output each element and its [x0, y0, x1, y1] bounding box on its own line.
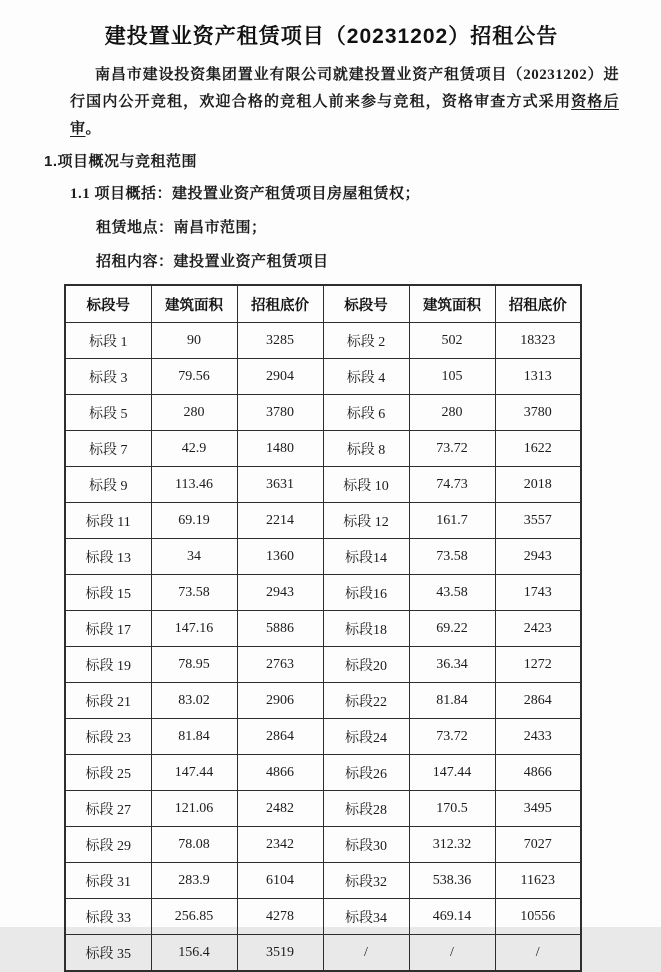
area-cell: /	[409, 935, 495, 972]
price-cell: 3780	[237, 395, 323, 431]
section-cell: 标段 11	[65, 503, 151, 539]
section-cell: 标段 6	[323, 395, 409, 431]
area-cell: 43.58	[409, 575, 495, 611]
section-cell: 标段18	[323, 611, 409, 647]
table-row	[65, 791, 581, 827]
bid-table-head	[65, 285, 581, 323]
header-row	[65, 285, 581, 323]
area-cell: 147.44	[409, 755, 495, 791]
table-row	[65, 611, 581, 647]
section-cell: 标段 29	[65, 827, 151, 863]
section-cell: 标段24	[323, 719, 409, 755]
section-cell: /	[323, 935, 409, 972]
area-cell: 90	[151, 323, 237, 359]
section-cell: 标段 4	[323, 359, 409, 395]
area-cell: 105	[409, 359, 495, 395]
bid-table-body	[65, 323, 581, 972]
area-cell: 81.84	[151, 719, 237, 755]
area-cell: 156.4	[151, 935, 237, 972]
table-row	[65, 755, 581, 791]
intro-text: 南昌市建设投资集团置业有限公司就建投置业资产租赁项目（20231202）进行国内公开竞租，欢迎合格的竞租人前来参与竞租，资格审查方式采用	[70, 67, 619, 110]
area-cell: 78.95	[151, 647, 237, 683]
area-cell: 280	[151, 395, 237, 431]
area-cell: 73.72	[409, 431, 495, 467]
section-cell: 标段 19	[65, 647, 151, 683]
section-cell: 标段 13	[65, 539, 151, 575]
section-cell: 标段 33	[65, 899, 151, 935]
rental-content-line: 招租内容：建投置业资产租赁项目	[96, 254, 329, 270]
price-cell: 2943	[495, 539, 581, 575]
table-row	[65, 359, 581, 395]
price-cell: 3285	[237, 323, 323, 359]
price-cell: 3780	[495, 395, 581, 431]
price-cell: 11623	[495, 863, 581, 899]
table-row	[65, 935, 581, 972]
area-cell: 83.02	[151, 683, 237, 719]
area-cell: 74.73	[409, 467, 495, 503]
area-cell: 36.34	[409, 647, 495, 683]
column-header-3: 标段号	[323, 285, 409, 323]
price-cell: 3631	[237, 467, 323, 503]
section-cell: 标段 15	[65, 575, 151, 611]
table-row	[65, 647, 581, 683]
price-cell: 2904	[237, 359, 323, 395]
section-cell: 标段28	[323, 791, 409, 827]
area-cell: 73.72	[409, 719, 495, 755]
price-cell: 5886	[237, 611, 323, 647]
price-cell: 1360	[237, 539, 323, 575]
area-cell: 280	[409, 395, 495, 431]
area-cell: 147.44	[151, 755, 237, 791]
section-cell: 标段 8	[323, 431, 409, 467]
section-cell: 标段22	[323, 683, 409, 719]
area-cell: 81.84	[409, 683, 495, 719]
price-cell: 1272	[495, 647, 581, 683]
price-cell: 1480	[237, 431, 323, 467]
price-cell: 2342	[237, 827, 323, 863]
price-cell: /	[495, 935, 581, 972]
area-cell: 161.7	[409, 503, 495, 539]
section-cell: 标段 25	[65, 755, 151, 791]
section-cell: 标段 9	[65, 467, 151, 503]
area-cell: 69.19	[151, 503, 237, 539]
area-cell: 34	[151, 539, 237, 575]
area-cell: 312.32	[409, 827, 495, 863]
price-cell: 2423	[495, 611, 581, 647]
price-cell: 2906	[237, 683, 323, 719]
table-row	[65, 467, 581, 503]
table-row	[65, 719, 581, 755]
price-cell: 3495	[495, 791, 581, 827]
rental-location-line: 租赁地点：南昌市范围；	[96, 220, 267, 236]
section-cell: 标段 3	[65, 359, 151, 395]
area-cell: 78.08	[151, 827, 237, 863]
column-header-4: 建筑面积	[409, 285, 495, 323]
column-header-2: 招租底价	[237, 285, 323, 323]
area-cell: 69.22	[409, 611, 495, 647]
price-cell: 2482	[237, 791, 323, 827]
area-cell: 469.14	[409, 899, 495, 935]
section-cell: 标段 2	[323, 323, 409, 359]
intro-period: 。	[85, 121, 102, 137]
section-cell: 标段 31	[65, 863, 151, 899]
area-cell: 170.5	[409, 791, 495, 827]
price-cell: 10556	[495, 899, 581, 935]
table-row	[65, 395, 581, 431]
section-cell: 标段16	[323, 575, 409, 611]
price-cell: 3519	[237, 935, 323, 972]
price-cell: 4866	[237, 755, 323, 791]
section-cell: 标段 12	[323, 503, 409, 539]
price-cell: 18323	[495, 323, 581, 359]
area-cell: 256.85	[151, 899, 237, 935]
table-row	[65, 503, 581, 539]
area-cell: 538.36	[409, 863, 495, 899]
section-1-heading: 1.项目概况与竞租范围	[44, 153, 198, 170]
section-cell: 标段34	[323, 899, 409, 935]
table-row	[65, 899, 581, 935]
section-cell: 标段 10	[323, 467, 409, 503]
section-cell: 标段32	[323, 863, 409, 899]
section-cell: 标段 35	[65, 935, 151, 972]
column-header-5: 招租底价	[495, 285, 581, 323]
item-1-1-line: 1.1 项目概括：建投置业资产租赁项目房屋租赁权；	[70, 186, 421, 202]
section-cell: 标段 7	[65, 431, 151, 467]
area-cell: 283.9	[151, 863, 237, 899]
column-header-0: 标段号	[65, 285, 151, 323]
area-cell: 42.9	[151, 431, 237, 467]
price-cell: 4866	[495, 755, 581, 791]
section-cell: 标段20	[323, 647, 409, 683]
section-cell: 标段14	[323, 539, 409, 575]
area-cell: 79.56	[151, 359, 237, 395]
section-cell: 标段 27	[65, 791, 151, 827]
table-row	[65, 863, 581, 899]
table-row	[65, 323, 581, 359]
area-cell: 73.58	[409, 539, 495, 575]
area-cell: 502	[409, 323, 495, 359]
intro-paragraph	[70, 62, 619, 143]
table-row	[65, 431, 581, 467]
price-cell: 1313	[495, 359, 581, 395]
price-cell: 2763	[237, 647, 323, 683]
table-row	[65, 575, 581, 611]
section-cell: 标段 5	[65, 395, 151, 431]
table-row	[65, 827, 581, 863]
table-row	[65, 539, 581, 575]
area-cell: 113.46	[151, 467, 237, 503]
price-cell: 3557	[495, 503, 581, 539]
section-cell: 标段30	[323, 827, 409, 863]
page-title: 建投置业资产租赁项目（20231202）招租公告	[104, 25, 559, 48]
price-cell: 7027	[495, 827, 581, 863]
price-cell: 1622	[495, 431, 581, 467]
area-cell: 121.06	[151, 791, 237, 827]
price-cell: 2864	[237, 719, 323, 755]
table-row	[65, 683, 581, 719]
intro-underlined-text: 资格后审	[70, 94, 619, 137]
price-cell: 2864	[495, 683, 581, 719]
section-cell: 标段 23	[65, 719, 151, 755]
column-header-1: 建筑面积	[151, 285, 237, 323]
price-cell: 1743	[495, 575, 581, 611]
price-cell: 2018	[495, 467, 581, 503]
section-cell: 标段26	[323, 755, 409, 791]
price-cell: 2214	[237, 503, 323, 539]
bid-sections-table	[64, 284, 582, 972]
area-cell: 147.16	[151, 611, 237, 647]
section-cell: 标段 17	[65, 611, 151, 647]
price-cell: 2943	[237, 575, 323, 611]
price-cell: 4278	[237, 899, 323, 935]
price-cell: 6104	[237, 863, 323, 899]
price-cell: 2433	[495, 719, 581, 755]
area-cell: 73.58	[151, 575, 237, 611]
section-cell: 标段 21	[65, 683, 151, 719]
section-cell: 标段 1	[65, 323, 151, 359]
